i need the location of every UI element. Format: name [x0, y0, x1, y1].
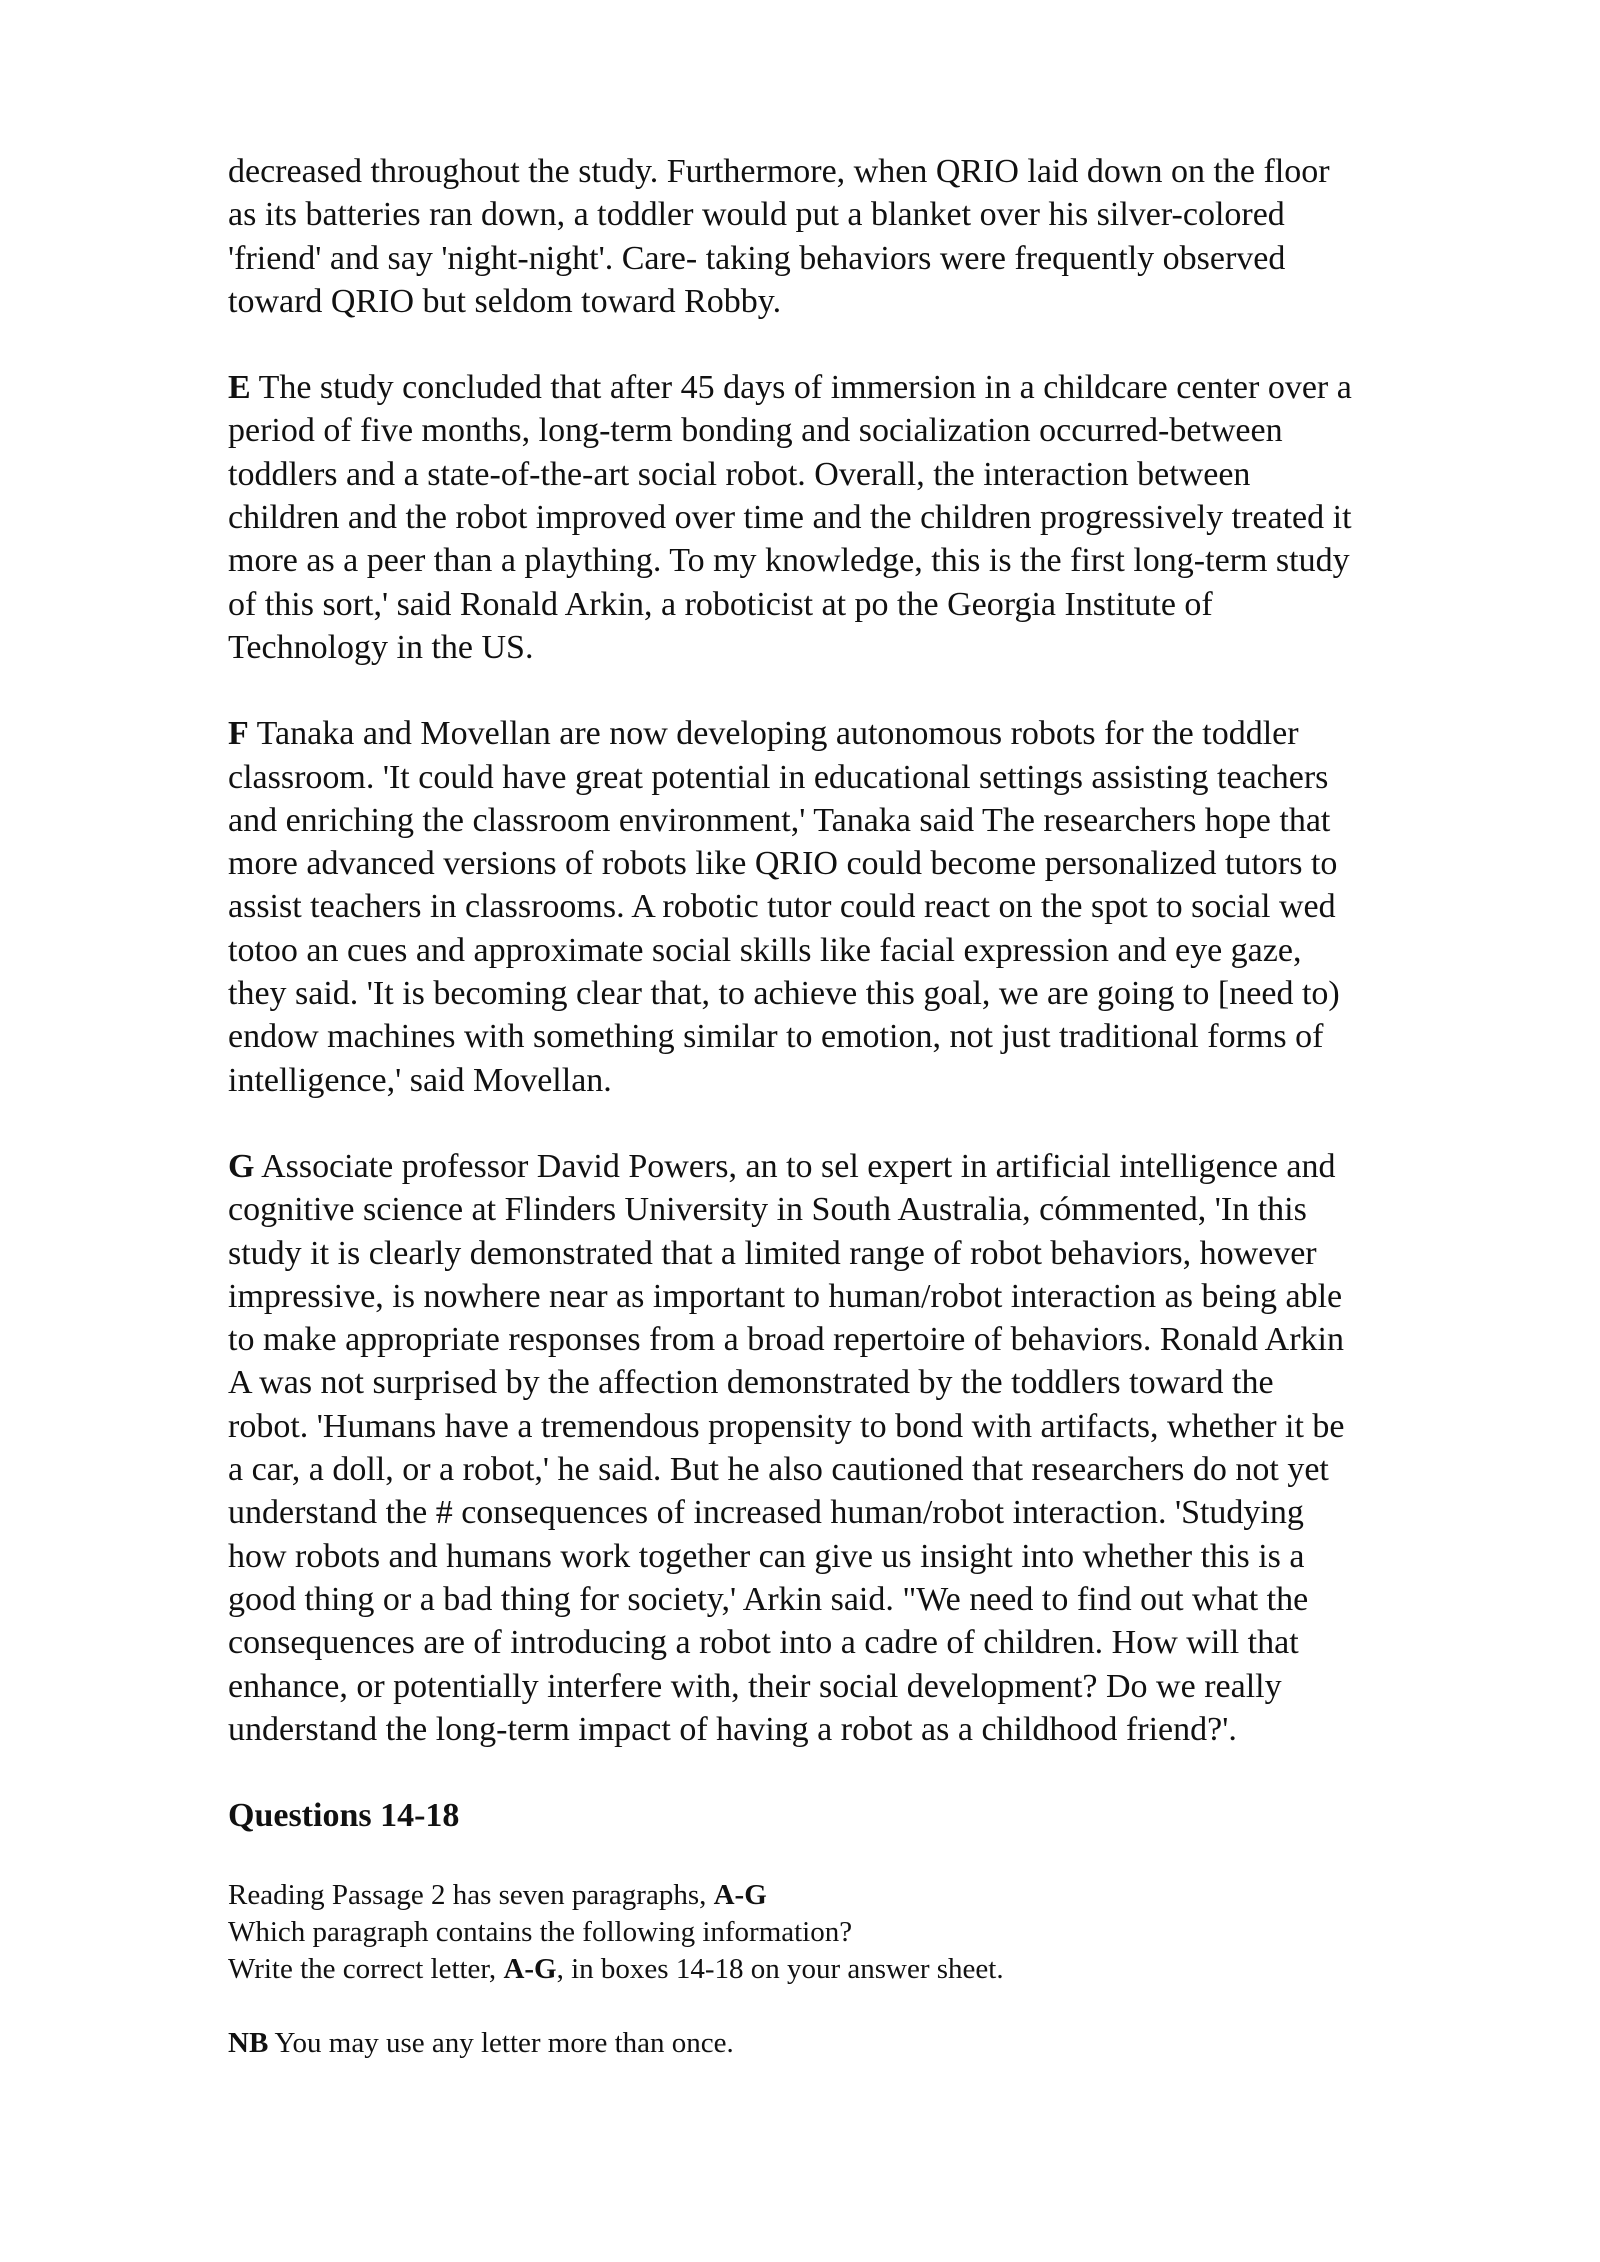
- instruction-text: Reading Passage 2 has seven paragraphs,: [228, 1879, 714, 1912]
- passage-continuation: decreased throughout the study. Furthermore, when QRIO laid down on the floor as its batteries ran down, a toddler would put a blanket over his silver-colored 'friend' and say 'night-night'. Care- taking behaviors were frequently observed toward QRIO but seldom toward Robby.: [228, 153, 1330, 320]
- paragraph-letter: G: [228, 1147, 255, 1185]
- paragraph-range: A-G: [503, 1953, 557, 1986]
- paragraph-text: Associate professor David Powers, an to sel expert in artificial intelligence and cognitive science at Flinders University in South Australia, cómmented, 'In this study it is clearly demonstrated that a limited range of robot behaviors, however impressive, is nowhere near as important to human/robot interaction as being able to make appropriate responses from a broad repertoire of behaviors. Ronald Arkin A was not surprised by the affection demonstrated by the toddlers toward the robot. 'Humans have a tremendous propensity to bond with artifacts, whether it be a car, a doll, or a robot,' he said. But he also cautioned that researchers do not yet understand the # consequences of increased human/robot interaction. 'Studying how robots and humans work together can give us insight into whether this is a good thing or a bad thing for society,' Arkin said. "We need to find out what the consequences are of introducing a robot into a cadre of children. How will that enhance, or potentially interfere with, their social development? Do we really understand the long-term impact of having a robot as a childhood friend?'.: [228, 1147, 1345, 1748]
- passage-content: [228, 150, 1488, 2062]
- paragraph-text: Tanaka and Movellan are now developing autonomous robots for the toddler classroom. 'It could have great potential in educational settings assisting teachers and enriching the classroom environment,' Tanaka said The researchers hope that more advanced versions of robots like QRIO could become personalized tutors to assist teachers in classrooms. A robotic tutor could react on the spot to social wed totoo an cues and approximate social skills like facial expression and eye gaze, they said. 'It is becoming clear that, to achieve this goal, we are going to [need to) endow machines with something similar to emotion, not just traditional forms of intelligence,' said Movellan.: [228, 715, 1340, 1099]
- paragraph-f: [228, 712, 1488, 1102]
- nb-text: You may use any letter more than once.: [268, 2027, 734, 2060]
- paragraph-e: [228, 366, 1488, 669]
- paragraph-text: The study concluded that after 45 days of immersion in a childcare center over a period of five months, long-term bonding and socialization occurred-between toddlers and a state-of-the-art social robot. Overall, the interaction between children and the robot improved over time and the children progressively treated it more as a peer than a plaything. To my knowledge, this is the first long-term study of this sort,' said Ronald Arkin, a roboticist at po the Georgia Institute of Technology in the US.: [228, 369, 1352, 666]
- paragraph-g: [228, 1145, 1488, 1751]
- nb-label: NB: [228, 2027, 269, 2060]
- questions-instructions: [228, 1877, 1488, 1988]
- instruction-text: Write the correct letter,: [228, 1953, 504, 1986]
- paragraph-letter: F: [228, 715, 249, 753]
- paragraph-letter: E: [228, 369, 251, 407]
- instruction-line-1: [228, 1877, 1488, 1914]
- instruction-text: , in boxes 14-18 on your answer sheet.: [556, 1953, 1004, 1986]
- nb-note: [228, 2025, 1488, 2062]
- instruction-line-3: [228, 1951, 1488, 1988]
- questions-heading: Questions 14-18: [228, 1797, 460, 1835]
- instruction-line-2: Which paragraph contains the following information?: [228, 1916, 853, 1949]
- paragraph-range: A-G: [713, 1879, 767, 1912]
